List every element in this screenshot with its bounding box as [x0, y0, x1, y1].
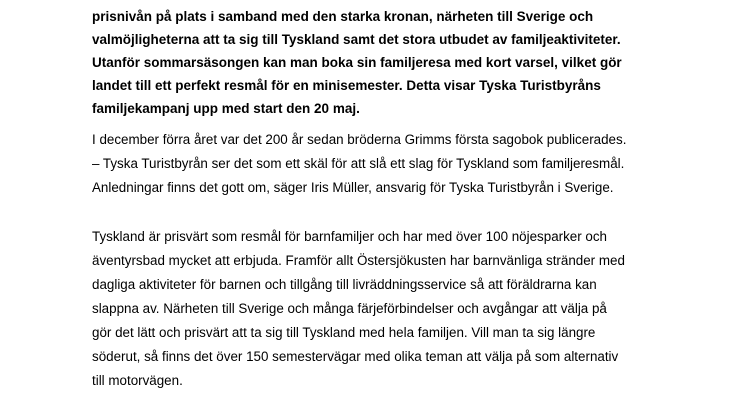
quote-line: – Tyska Turistbyrån ser det som ett skäl för att slå ett slag för Tyskland som familjeresmål. — [92, 156, 625, 171]
body-line: till motorvägen. — [92, 373, 183, 388]
body-line: söderut, så finns det över 150 semestervägar med olika teman att välja på som alternativ — [92, 349, 619, 364]
body-line: Tyskland är prisvärt som resmål för barnfamiljer och har med över 100 nöjesparker och — [92, 229, 608, 244]
body-line: gör det lätt och prisvärt att ta sig till Tyskland med hela familjen. Vill man ta sig längre — [92, 325, 596, 340]
body-line: äventyrsbad mycket att erbjuda. Framför allt Östersjökusten har barnvänliga stränder med — [92, 253, 625, 268]
lead-line: valmöjligheterna att ta sig till Tyskland samt det stora utbudet av familjeaktiviteter. — [92, 32, 621, 47]
quote-line: Anledningar finns det gott om, säger Iris Müller, ansvarig för Tyska Turistbyrån i Sverige. — [92, 180, 614, 195]
lead-line: landet till ett perfekt resmål för en minisemester. Detta visar Tyska Turistbyråns — [92, 78, 601, 93]
quote-line: I december förra året var det 200 år sedan bröderna Grimms första sagobok publicerades. — [92, 132, 627, 147]
lead-line: familjekampanj upp med start den 20 maj. — [92, 101, 360, 116]
lead-line: prisnivån på plats i samband med den starka kronan, närheten till Sverige och — [92, 9, 594, 24]
lead-line: Utanför sommarsäsongen kan man boka sin familjeresa med kort varsel, vilket gör — [92, 55, 622, 70]
body-line: dagliga aktiviteter för barnen och tillgång till livräddningsservice så att föräldrarna kan — [92, 277, 597, 292]
body-line: slappna av. Närheten till Sverige och många färjeförbindelser och avgångar att välja på — [92, 301, 607, 316]
